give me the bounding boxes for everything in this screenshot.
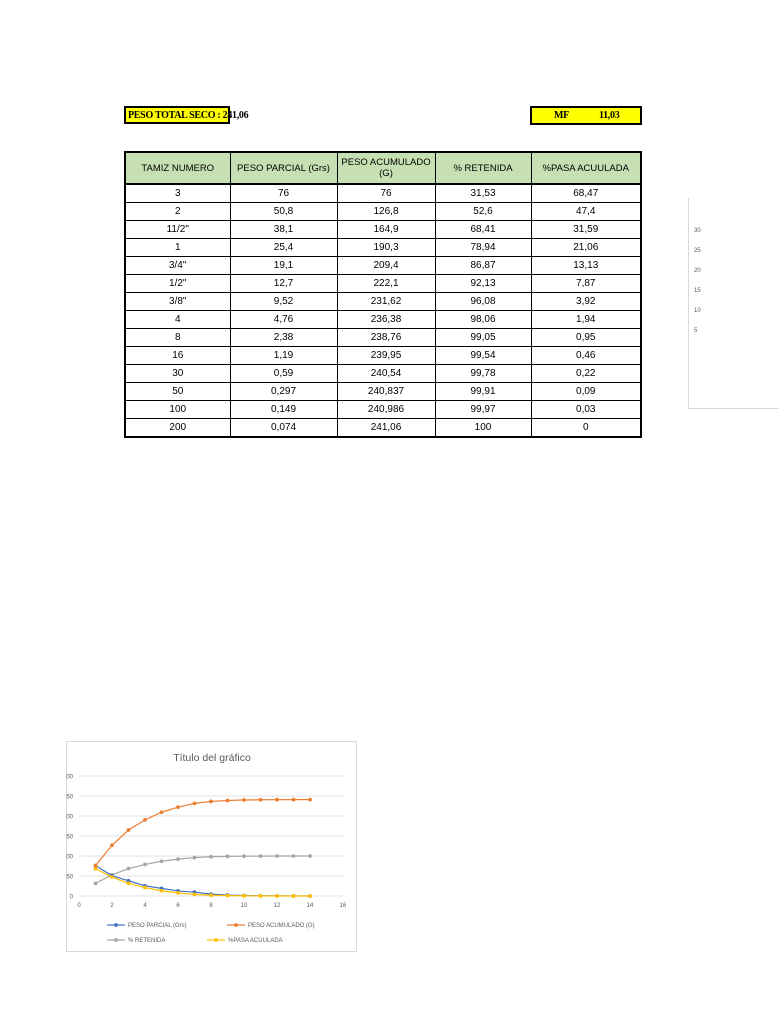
data-point xyxy=(308,798,312,802)
data-point xyxy=(160,859,164,863)
table-row xyxy=(125,383,641,401)
table-cell: 4 xyxy=(125,311,230,329)
x-tick-label: 2 xyxy=(110,903,114,909)
legend-label: PESO ACUMULADO (G) xyxy=(248,923,315,929)
x-tick-label: 6 xyxy=(176,903,180,909)
table-row xyxy=(125,365,641,383)
table-cell: 0,59 xyxy=(230,365,337,383)
line-chart xyxy=(67,742,358,953)
legend-marker xyxy=(114,923,118,927)
table-cell: 240,837 xyxy=(337,383,435,401)
legend-marker xyxy=(234,923,238,927)
table-row xyxy=(125,401,641,419)
table-cell: 31,53 xyxy=(435,184,531,203)
table-cell: 8 xyxy=(125,329,230,347)
peso-total-box xyxy=(124,106,249,124)
table-cell: 1/2" xyxy=(125,275,230,293)
data-point xyxy=(176,857,180,861)
table-cell: 0,46 xyxy=(531,347,641,365)
table-row xyxy=(125,329,641,347)
data-point xyxy=(242,894,246,898)
data-point xyxy=(275,894,279,898)
x-tick-label: 0 xyxy=(77,903,81,909)
data-point xyxy=(176,805,180,809)
y-tick-label: 50 xyxy=(66,834,73,841)
y-tick-label: 0 xyxy=(69,894,73,901)
data-point xyxy=(176,891,180,895)
table-row xyxy=(125,347,641,365)
table-header-row xyxy=(125,152,641,184)
table-cell: 38,1 xyxy=(230,221,337,239)
table-row xyxy=(125,257,641,275)
table-cell: 76 xyxy=(230,184,337,203)
table-cell: 11/2" xyxy=(125,221,230,239)
x-tick-label: 14 xyxy=(306,903,314,909)
table-row xyxy=(125,311,641,329)
legend-label: PESO PARCIAL (Grs) xyxy=(128,923,187,929)
table-cell: 76 xyxy=(337,184,435,203)
data-point xyxy=(242,854,246,858)
table-cell: 7,87 xyxy=(531,275,641,293)
side-chart-tick-label: 30 xyxy=(694,228,701,234)
x-tick-label: 10 xyxy=(240,903,248,909)
data-point xyxy=(226,894,230,898)
table-cell: 3 xyxy=(125,184,230,203)
table-cell: 1,94 xyxy=(531,311,641,329)
table-row xyxy=(125,419,641,438)
table-body xyxy=(125,184,641,437)
data-point xyxy=(242,798,246,802)
table-cell: 30 xyxy=(125,365,230,383)
data-point xyxy=(259,854,263,858)
table-cell: 86,87 xyxy=(435,257,531,275)
table-cell: 3/4'' xyxy=(125,257,230,275)
table-cell: 25,4 xyxy=(230,239,337,257)
sieve-table xyxy=(124,151,642,438)
table-cell: 0,09 xyxy=(531,383,641,401)
data-point xyxy=(292,894,296,898)
side-chart-tick-label: 15 xyxy=(694,288,701,294)
data-point xyxy=(94,881,98,885)
table-cell: 78,94 xyxy=(435,239,531,257)
data-point xyxy=(292,798,296,802)
legend-marker xyxy=(114,938,118,942)
table-cell: 0,074 xyxy=(230,419,337,438)
table-cell: 0,95 xyxy=(531,329,641,347)
table-row xyxy=(125,184,641,203)
table-cell: 99,97 xyxy=(435,401,531,419)
header-tamiz: TAMIZ NUMERO xyxy=(125,152,230,184)
table-cell: 4,76 xyxy=(230,311,337,329)
table-cell: 0,297 xyxy=(230,383,337,401)
side-chart-tick-label: 10 xyxy=(694,308,701,314)
data-point xyxy=(193,801,197,805)
table-cell: 68,47 xyxy=(531,184,641,203)
y-tick-label: 50 xyxy=(66,874,73,881)
table-row xyxy=(125,293,641,311)
table-cell: 99,05 xyxy=(435,329,531,347)
table-cell: 99,54 xyxy=(435,347,531,365)
data-point xyxy=(275,854,279,858)
table-cell: 164,9 xyxy=(337,221,435,239)
data-point xyxy=(226,854,230,858)
legend-label: %PASA ACUULADA xyxy=(228,938,283,944)
data-point xyxy=(275,798,279,802)
table-cell: 240,986 xyxy=(337,401,435,419)
partial-side-chart xyxy=(688,198,779,409)
table-cell: 13,13 xyxy=(531,257,641,275)
table-cell: 2 xyxy=(125,203,230,221)
data-point xyxy=(259,894,263,898)
header-peso-acumulado: PESO ACUMULADO (G) xyxy=(337,152,435,184)
table-cell: 2,38 xyxy=(230,329,337,347)
chart-title: Título del gráfico xyxy=(173,752,251,764)
table-row xyxy=(125,275,641,293)
table-cell: 240,54 xyxy=(337,365,435,383)
data-point xyxy=(110,843,114,847)
table-cell: 190,3 xyxy=(337,239,435,257)
table-cell: 98,06 xyxy=(435,311,531,329)
table-cell: 96,08 xyxy=(435,293,531,311)
data-point xyxy=(308,854,312,858)
table-cell: 50 xyxy=(125,383,230,401)
mf-value: 11,03 xyxy=(598,110,620,121)
data-point xyxy=(127,881,131,885)
table-cell: 0 xyxy=(531,419,641,438)
data-point xyxy=(308,894,312,898)
side-chart-tick-label: 25 xyxy=(694,248,701,254)
table-cell: 68,41 xyxy=(435,221,531,239)
data-point xyxy=(143,863,147,867)
table-cell: 16 xyxy=(125,347,230,365)
table-row xyxy=(125,239,641,257)
x-tick-label: 16 xyxy=(339,903,347,909)
chart-frame xyxy=(66,741,357,952)
table-row xyxy=(125,203,641,221)
table-cell: 236,38 xyxy=(337,311,435,329)
peso-total-label: PESO TOTAL SECO : 241,06 xyxy=(128,109,249,121)
data-point xyxy=(160,810,164,814)
table-cell: 1,19 xyxy=(230,347,337,365)
data-point xyxy=(209,800,213,804)
table-cell: 12,7 xyxy=(230,275,337,293)
y-tick-label: 50 xyxy=(66,794,73,801)
side-chart-tick-label: 20 xyxy=(694,268,701,274)
table-cell: 0,22 xyxy=(531,365,641,383)
table-cell: 0,149 xyxy=(230,401,337,419)
data-point xyxy=(226,799,230,803)
table-cell: 100 xyxy=(435,419,531,438)
data-point xyxy=(193,856,197,860)
legend-label: % RETENIDA xyxy=(128,938,166,944)
y-tick-label: 00 xyxy=(66,814,73,821)
table-cell: 231,62 xyxy=(337,293,435,311)
legend-marker xyxy=(214,938,218,942)
mf-box xyxy=(530,106,642,125)
table-cell: 1 xyxy=(125,239,230,257)
data-point xyxy=(143,818,147,822)
mf-label: MF xyxy=(554,110,569,121)
side-chart-tick-label: 5 xyxy=(694,328,698,334)
data-point xyxy=(209,893,213,897)
x-tick-label: 12 xyxy=(273,903,281,909)
table-cell: 99,91 xyxy=(435,383,531,401)
table-cell: 100 xyxy=(125,401,230,419)
table-cell: 19,1 xyxy=(230,257,337,275)
table-cell: 222,1 xyxy=(337,275,435,293)
table-row xyxy=(125,221,641,239)
table-cell: 21,06 xyxy=(531,239,641,257)
table-cell: 239,95 xyxy=(337,347,435,365)
data-point xyxy=(94,864,98,868)
data-point xyxy=(292,854,296,858)
table-cell: 99,78 xyxy=(435,365,531,383)
x-tick-label: 4 xyxy=(143,903,147,909)
table-cell: 0,03 xyxy=(531,401,641,419)
data-point xyxy=(127,828,131,832)
table-cell: 3,92 xyxy=(531,293,641,311)
data-point xyxy=(160,889,164,893)
data-point xyxy=(110,875,114,879)
table-cell: 200 xyxy=(125,419,230,438)
table-cell: 241,06 xyxy=(337,419,435,438)
table-cell: 9,52 xyxy=(230,293,337,311)
y-tick-label: 00 xyxy=(66,774,73,781)
header-retenida: % RETENIDA xyxy=(435,152,531,184)
data-point xyxy=(143,886,147,890)
table-cell: 126,8 xyxy=(337,203,435,221)
data-point xyxy=(259,798,263,802)
data-point xyxy=(193,893,197,897)
table-cell: 31,59 xyxy=(531,221,641,239)
table-cell: 52,6 xyxy=(435,203,531,221)
table-cell: 92,13 xyxy=(435,275,531,293)
table-cell: 238,76 xyxy=(337,329,435,347)
header-pasa: %PASA ACUULADA xyxy=(531,152,641,184)
x-tick-label: 8 xyxy=(209,903,213,909)
data-point xyxy=(127,867,131,871)
table-cell: 50,8 xyxy=(230,203,337,221)
data-point xyxy=(209,855,213,859)
table-cell: 209,4 xyxy=(337,257,435,275)
y-tick-label: 00 xyxy=(66,854,73,861)
header-peso-parcial: PESO PARCIAL (Grs) xyxy=(230,152,337,184)
table-cell: 3/8" xyxy=(125,293,230,311)
table-cell: 47,4 xyxy=(531,203,641,221)
